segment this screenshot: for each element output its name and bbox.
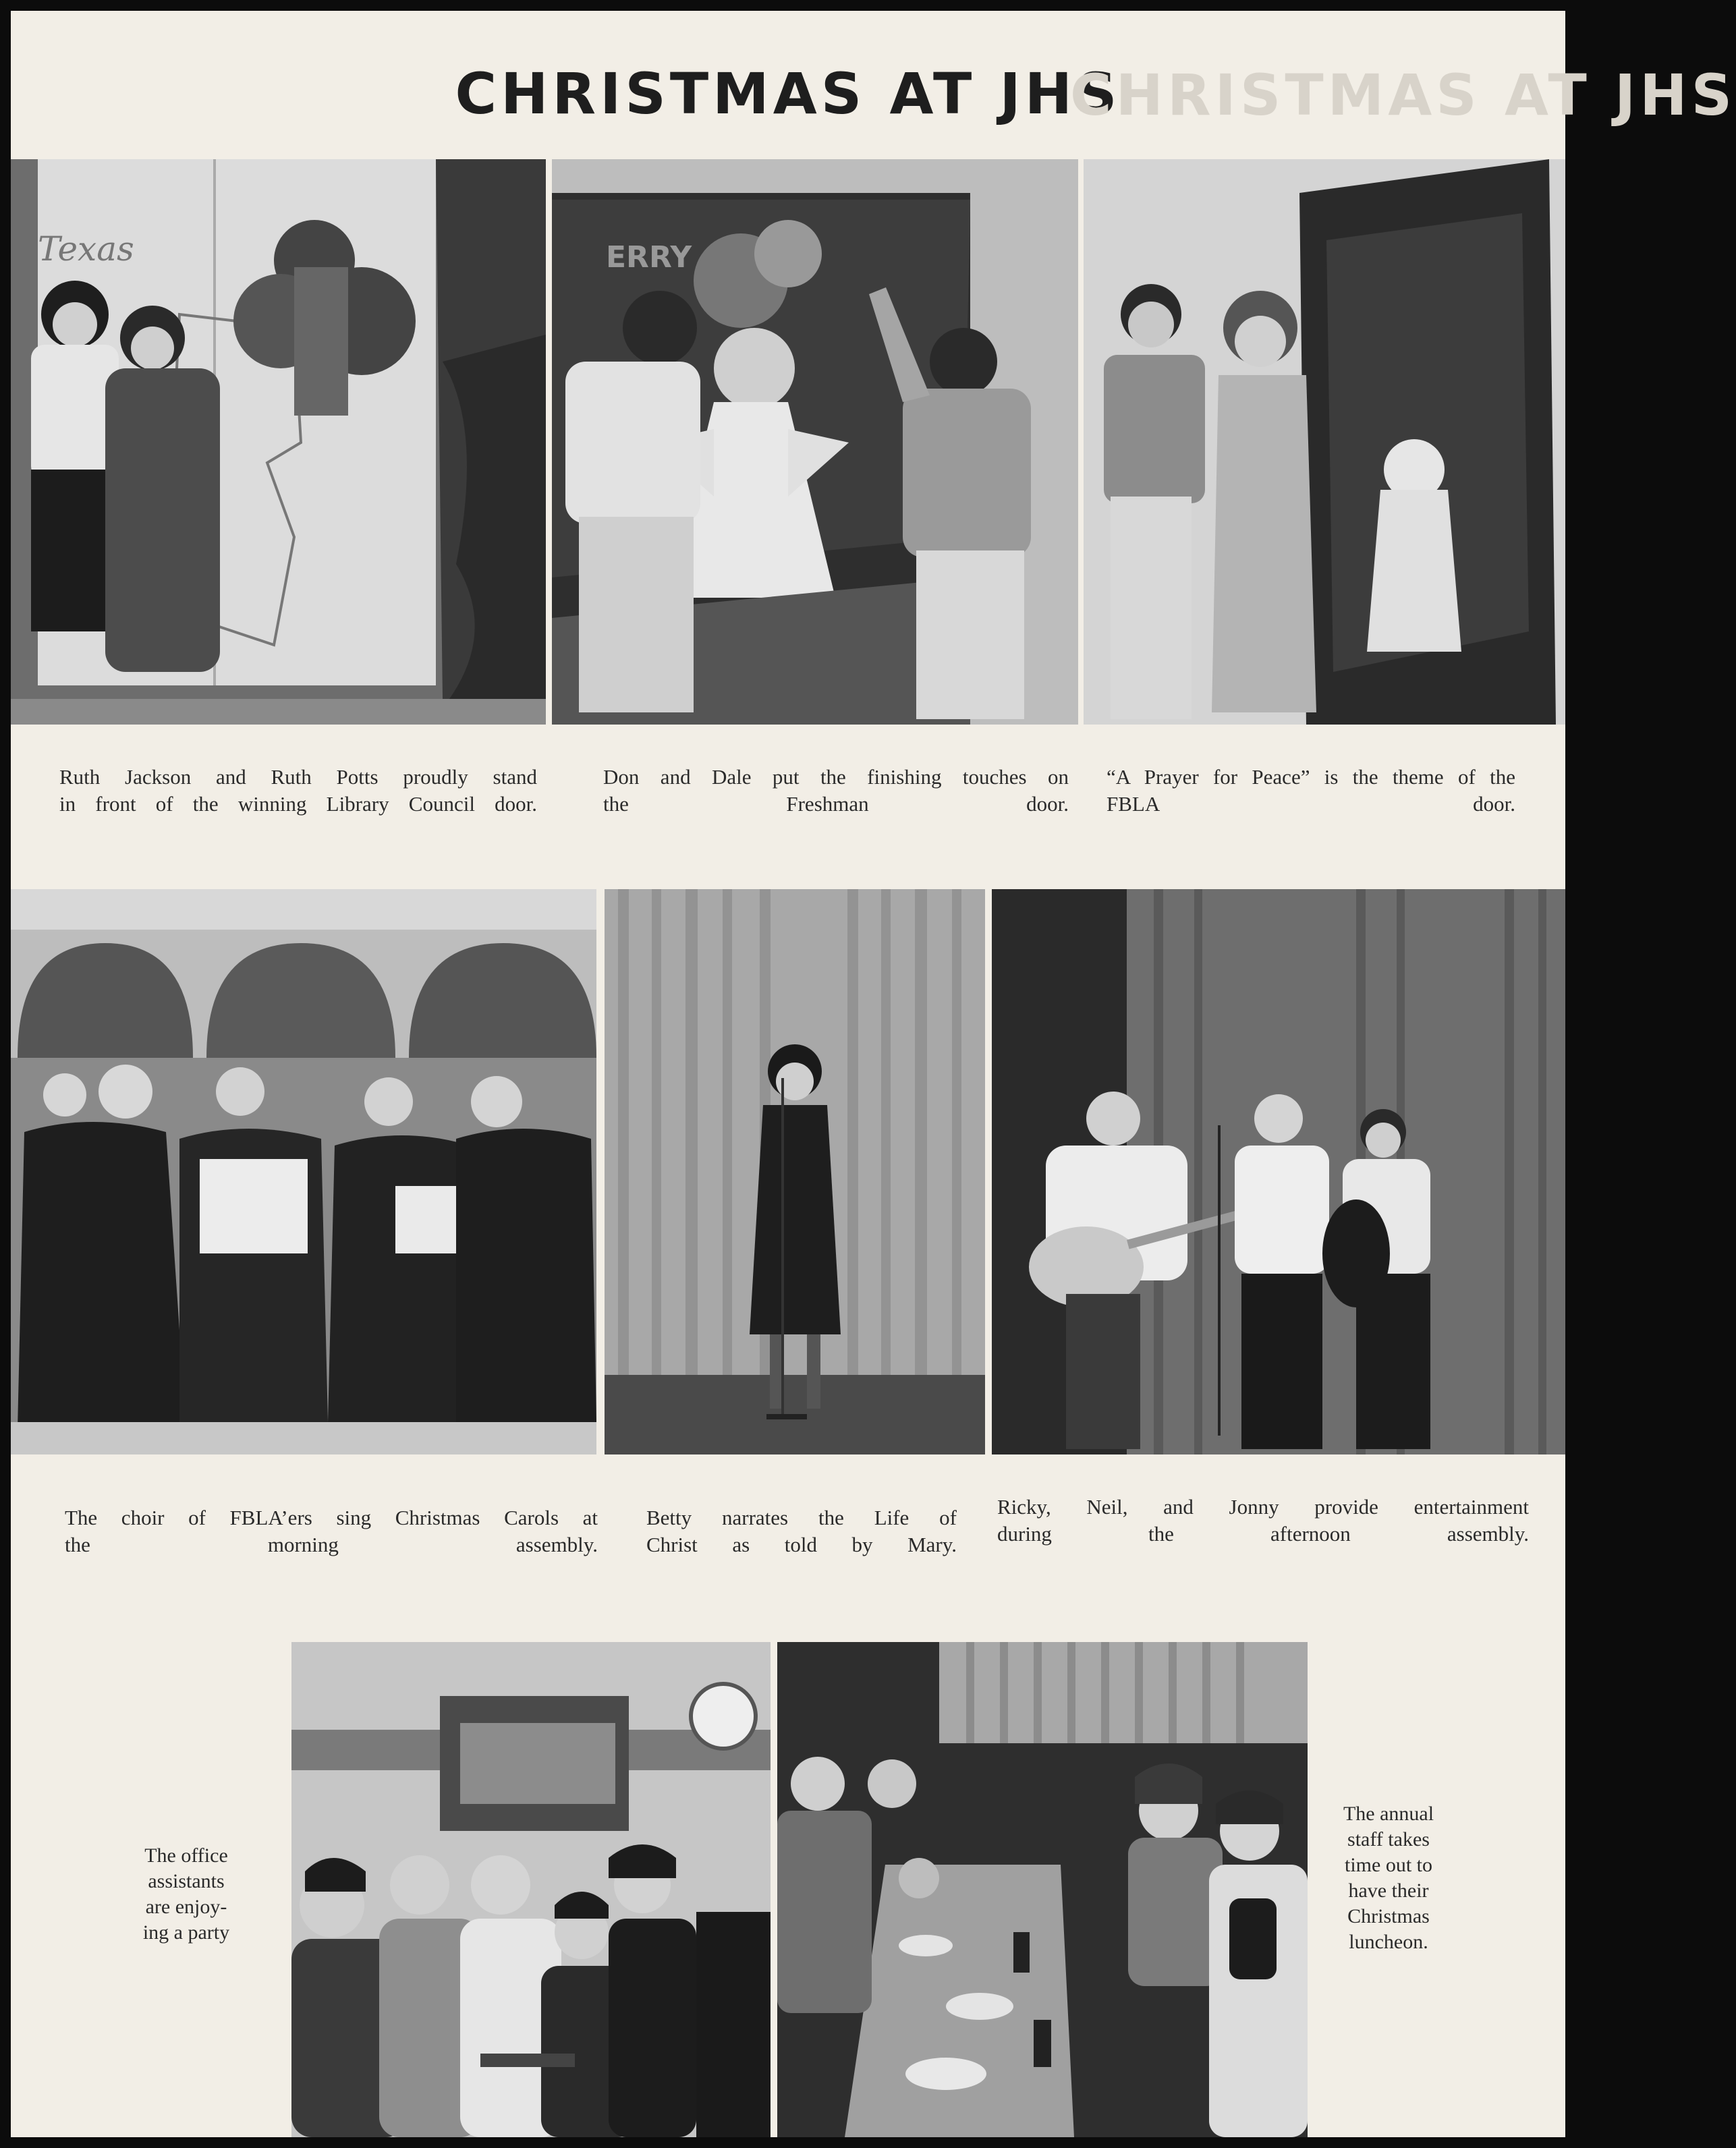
photo-office-party: [291, 1642, 771, 2137]
bleed-through-title: CHRISTMAS AT JHS: [1070, 62, 1736, 128]
photo-betty-narrates: [605, 889, 985, 1454]
photo-annual-luncheon: [777, 1642, 1308, 2137]
caption-choir: The choir of FBLA’ers sing Christmas Carols at the morning assembly.: [65, 1506, 598, 1556]
caption-library-council-door: Ruth Jackson and Ruth Potts proudly stand in front of the winning Library Council door.: [59, 765, 537, 816]
library-door-lettering: Texas: [38, 229, 134, 268]
photo-freshman-door: [552, 159, 1078, 725]
caption-annual-luncheon: The annual staff takes time out to have their Christmas luncheon.: [1343, 1803, 1434, 1953]
freshman-door-lettering: ERRY: [606, 240, 692, 275]
yearbook-page: [11, 11, 1736, 2137]
caption-betty-narrates: Betty narrates the Life of Christ as told by Mary.: [646, 1506, 957, 1556]
photo-guitar-trio: [992, 889, 1565, 1454]
photo-library-council-door: [11, 159, 546, 725]
caption-freshman-door: Don and Dale put the finishing touches on the Freshman door.: [603, 765, 1069, 816]
photo-choir: [11, 889, 596, 1454]
photo-fbla-door: [1084, 159, 1565, 725]
page-title: CHRISTMAS AT JHS: [455, 61, 1121, 127]
caption-office-party: The office assistants are enjoy- ing a party: [142, 1844, 230, 1944]
caption-guitar-trio: Ricky, Neil, and Jonny provide entertainment during the afternoon assembly.: [997, 1495, 1529, 1546]
caption-fbla-door: “A Prayer for Peace” is the theme of the FBLA door.: [1107, 765, 1515, 816]
